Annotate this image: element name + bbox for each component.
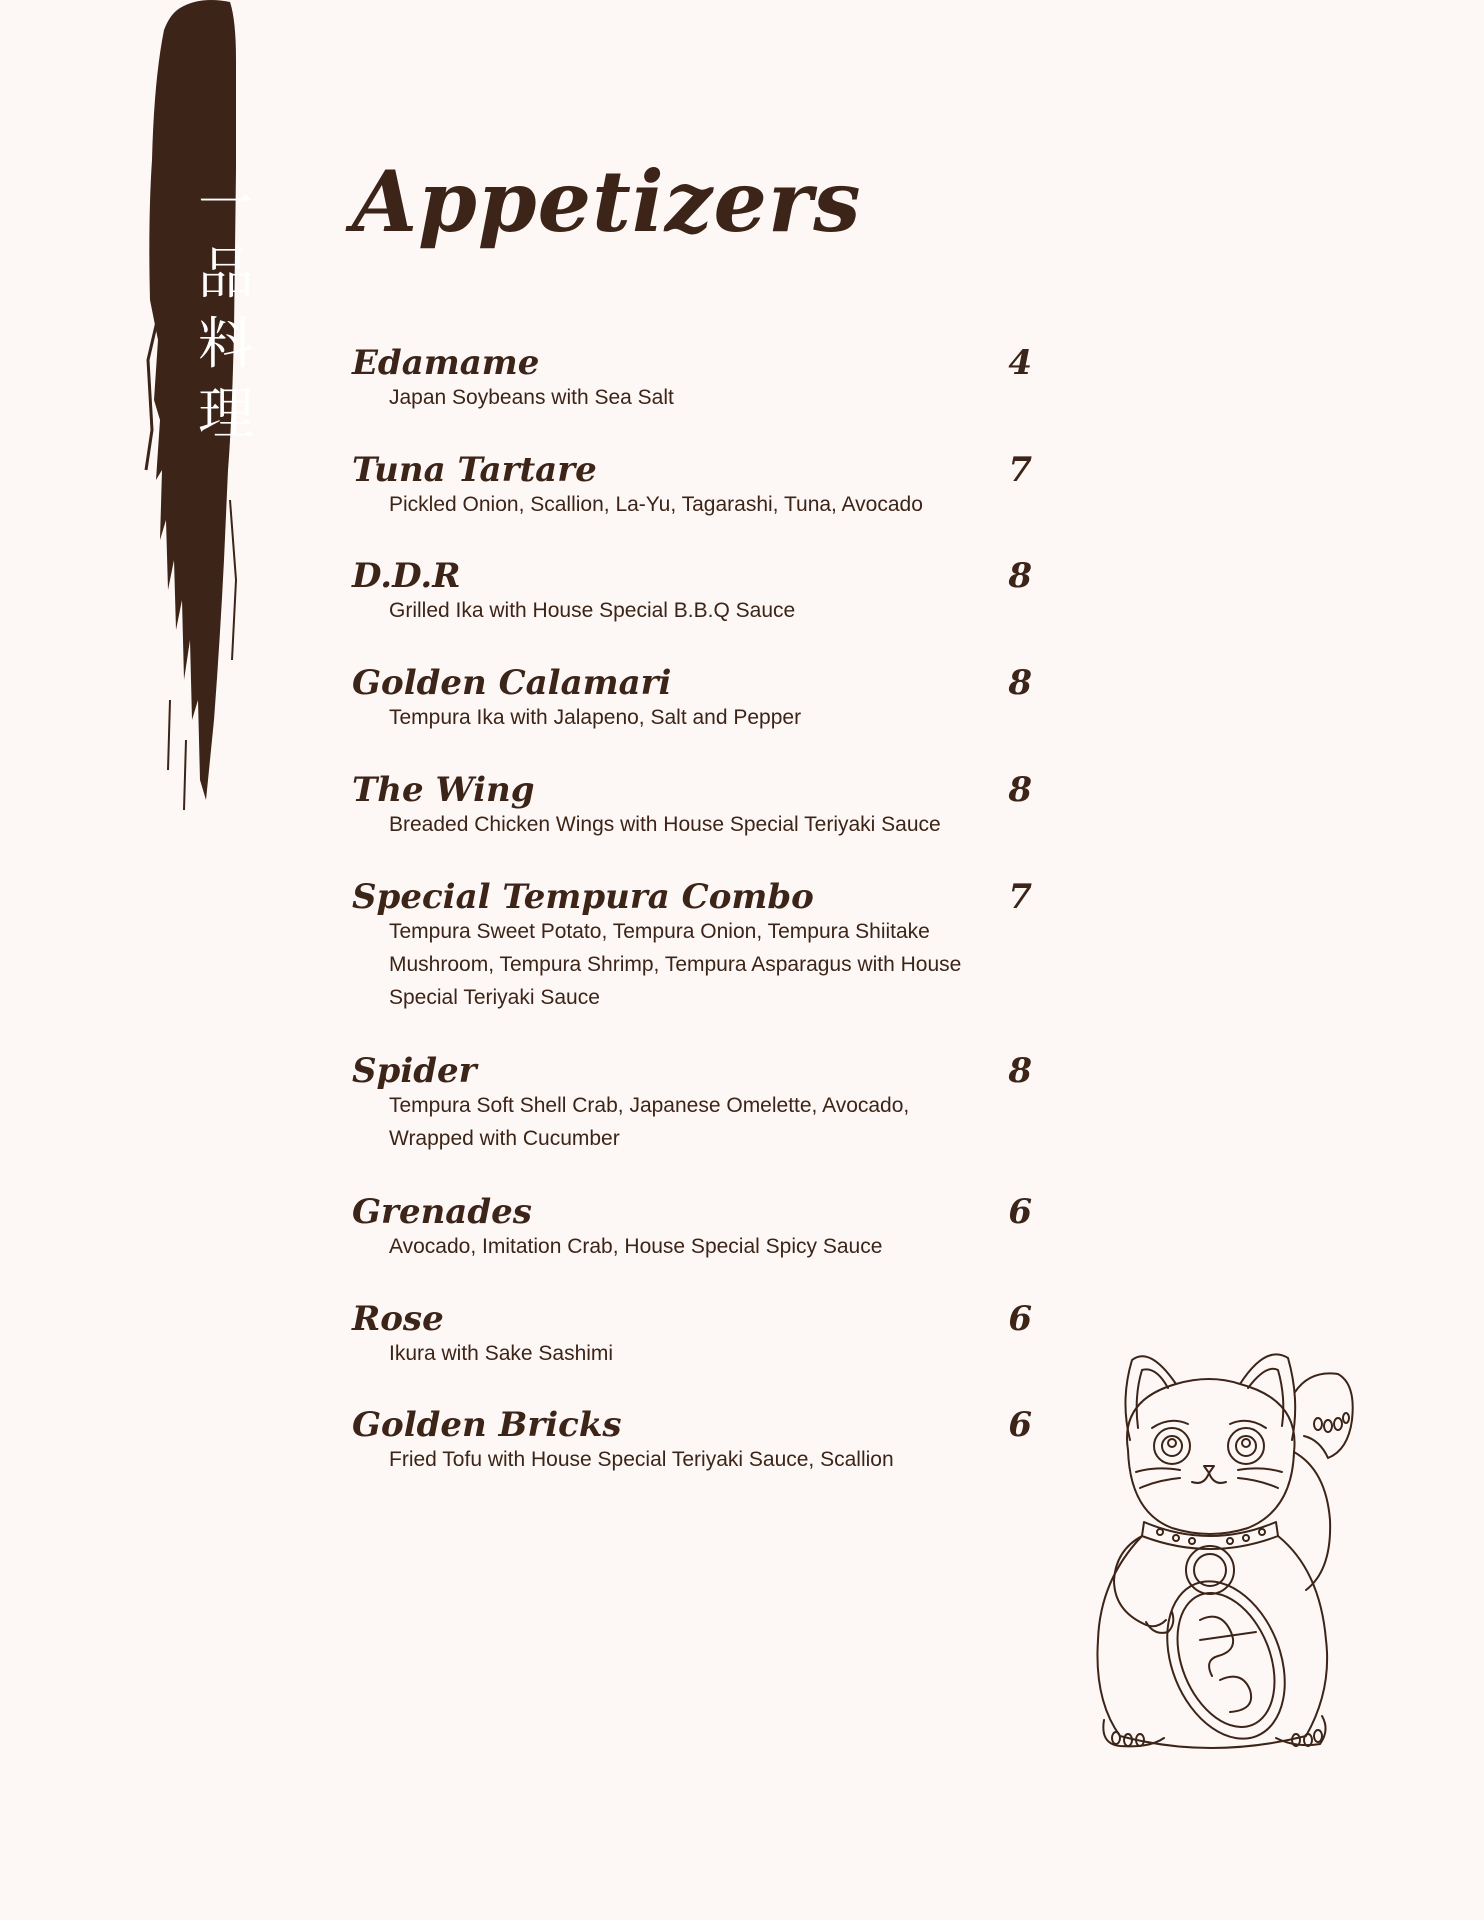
item-name: Spider <box>352 1051 477 1091</box>
item-name: Golden Bricks <box>352 1405 622 1445</box>
item-price: 8 <box>1008 770 1032 810</box>
menu-item-tuna-tartare <box>352 450 1032 521</box>
cjk-char: 品 <box>198 242 254 307</box>
page-title: Appetizers <box>352 152 862 251</box>
item-price: 4 <box>1008 343 1032 383</box>
item-name: Rose <box>352 1299 444 1339</box>
item-description: Pickled Onion, Scallion, La-Yu, Tagarashi, Tuna, Avocado <box>389 493 923 516</box>
item-price: 8 <box>1008 556 1032 596</box>
item-price: 8 <box>1008 663 1032 703</box>
item-name: Grenades <box>352 1192 532 1232</box>
cjk-char: 料 <box>198 312 254 377</box>
item-description: Fried Tofu with House Special Teriyaki Sauce, Scallion <box>389 1448 894 1471</box>
section-label-japanese <box>196 170 256 450</box>
lucky-cat-icon <box>1080 1340 1380 1760</box>
item-description: Breaded Chicken Wings with House Special Teriyaki Sauce <box>389 813 941 836</box>
item-name: Edamame <box>352 343 540 383</box>
menu-item-the-wing <box>352 770 1032 841</box>
item-description: Tempura Soft Shell Crab, Japanese Omelette, Avocado, Wrapped with Cucumber <box>389 1094 910 1150</box>
item-name: Special Tempura Combo <box>352 877 814 917</box>
item-price: 6 <box>1008 1192 1032 1232</box>
menu-item-grenades <box>352 1192 1032 1263</box>
menu-item-golden-calamari <box>352 663 1032 734</box>
item-name: D.D.R <box>352 556 461 596</box>
menu-item-golden-bricks <box>352 1405 1032 1476</box>
cjk-char: 理 <box>198 382 254 447</box>
item-description: Grilled Ika with House Special B.B.Q Sauce <box>389 599 796 622</box>
item-name: Golden Calamari <box>352 663 672 703</box>
item-description: Tempura Sweet Potato, Tempura Onion, Tempura Shiitake Mushroom, Tempura Shrimp, Tempura Asparagus with House Special Teriyaki Sauce <box>389 920 962 1009</box>
menu-item-rose <box>352 1299 1032 1370</box>
item-name: Tuna Tartare <box>352 450 597 490</box>
item-description: Japan Soybeans with Sea Salt <box>389 386 674 409</box>
item-price: 7 <box>1008 450 1032 490</box>
item-price: 6 <box>1008 1299 1032 1339</box>
item-name: The Wing <box>352 770 535 810</box>
menu-item-special-tempura-combo <box>352 877 1032 1014</box>
item-price: 7 <box>1008 877 1032 917</box>
item-description: Avocado, Imitation Crab, House Special Spicy Sauce <box>389 1235 883 1258</box>
menu-item-ddr <box>352 556 1032 627</box>
item-description: Ikura with Sake Sashimi <box>389 1342 614 1365</box>
item-description: Tempura Ika with Jalapeno, Salt and Pepper <box>389 706 802 729</box>
menu-item-edamame <box>352 343 1032 414</box>
menu-list <box>352 0 1032 1920</box>
menu-item-spider <box>352 1051 1032 1155</box>
item-price: 6 <box>1008 1405 1032 1445</box>
cjk-char: 一 <box>198 172 254 237</box>
item-price: 8 <box>1008 1051 1032 1091</box>
